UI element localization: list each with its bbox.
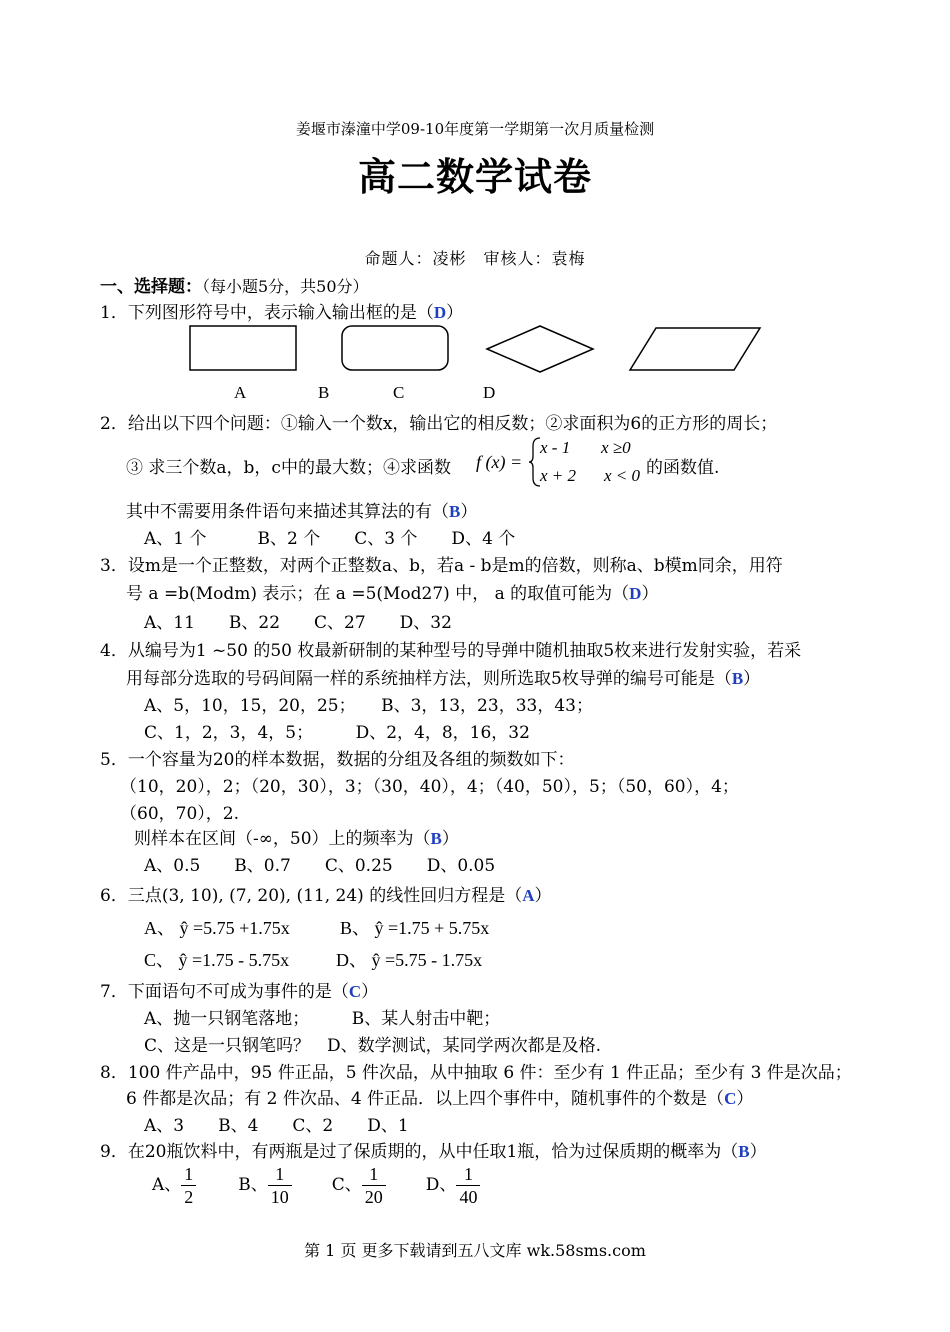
q2-options: A、1 个 B、2 个 C、3 个 D、4 个 <box>144 529 516 549</box>
q6-option-c: C、 ŷ =1.75 - 5.75x <box>144 950 290 970</box>
q2-answer: B <box>449 502 461 521</box>
q9-option-c-label: C、 <box>331 1175 362 1195</box>
q9-close: ） <box>749 1142 767 1162</box>
q1-label-a: A <box>234 383 247 402</box>
q1-stem: 1．下列图形符号中，表示输入输出框的是（ <box>100 303 434 323</box>
q9-option-b-fraction <box>268 1163 292 1208</box>
q7-answer: C <box>348 982 362 1001</box>
q2-case2-cond: x < 0 <box>604 466 641 485</box>
q1-answer: D <box>433 303 447 322</box>
q6-option-b: B、 ŷ =1.75 + 5.75x <box>340 918 490 938</box>
section-note: （每小题5分，共50分） <box>202 277 369 296</box>
q9-option-c-num: 1 <box>362 1163 386 1186</box>
q5-line4-text: 则样本在区间（-∞，50）上的频率为（ <box>134 829 431 849</box>
q1-label-c: C <box>393 383 405 402</box>
q2-stem: 2．给出以下四个问题：①输入一个数x，输出它的相反数；②求面积为6的正方形的周长； <box>100 414 778 434</box>
q9-option-a-num: 1 <box>181 1163 196 1186</box>
q2-close: ） <box>460 502 478 522</box>
q6-stem <box>100 881 552 906</box>
q9-option-a-den: 2 <box>184 1187 194 1207</box>
q9-option-a-fraction <box>181 1163 196 1208</box>
q3-close: ） <box>641 584 659 604</box>
q9-stem-text: 9．在20瓶饮料中，有两瓶是过了保质期的，从中任取1瓶，恰为过保质期的概率为（ <box>100 1142 739 1162</box>
q1-close: ） <box>446 303 464 323</box>
q4-line1: 4．从编号为1 ~50 的50 枚最新研制的某种型号的导弹中随机抽取5枚来进行发射实验，若采 <box>100 641 802 661</box>
q9-option-d-num: 1 <box>456 1163 480 1186</box>
q6-close: ） <box>534 886 552 906</box>
q9-option-c-den: 20 <box>364 1187 383 1207</box>
q9-option-d-fraction <box>456 1163 480 1208</box>
q9-option-d <box>425 1164 481 1207</box>
shape-c-diamond <box>487 326 593 372</box>
q9-option-c-fraction <box>362 1163 386 1208</box>
q4-options-2: C、1，2，3，4，5； D、2，4，8，16，32 <box>144 723 530 743</box>
exam-title: 高二数学试卷 <box>357 155 592 199</box>
q2-line2a: ③ 求三个数a，b，c中的最大数；④求函数 <box>126 458 451 478</box>
q5-line2: （10，20），2；（20，30），3；（30，40），4；（40，50），5；（50，60），4； <box>120 777 739 797</box>
q8-line2 <box>126 1084 753 1109</box>
q9-stem <box>100 1137 767 1162</box>
q6-stem-text: 6．三点(3, 10), (7, 20), (11, 24) 的线性回归方程是（ <box>100 886 523 906</box>
page-footer: 第 1 页 更多下载请到五八文库 wk.58sms.com <box>304 1241 646 1260</box>
q8-options: A、3 B、4 C、2 D、1 <box>144 1116 409 1136</box>
q2-function-name: f (x) = <box>476 452 523 472</box>
q9-option-b-label: B、 <box>238 1175 268 1195</box>
q9-option-a <box>152 1164 196 1207</box>
q3-line1: 3．设m是一个正整数，对两个正整数a、b，若a - b是m的倍数，则称a、b模m同余，用符 <box>100 556 783 576</box>
shape-a-rectangle <box>190 326 296 370</box>
q8-answer: C <box>724 1089 737 1108</box>
q2-case2-expr: x + 2 <box>540 466 577 485</box>
q5-close: ） <box>441 829 459 849</box>
shape-b-rounded-rectangle <box>342 326 448 370</box>
section-heading <box>100 272 369 297</box>
q9-options <box>152 1163 480 1208</box>
q7-options-2: C、这是一只钢笔吗？ D、数学测试，某同学两次都是及格. <box>144 1036 602 1056</box>
q3-line2-text: 号 a =b(Modm) 表示；在 a =5(Mod27) 中， a 的取值可能为（ <box>126 584 630 604</box>
q5-options: A、0.5 B、0.7 C、0.25 D、0.05 <box>144 856 496 876</box>
q4-close: ） <box>743 669 761 689</box>
q5-line4 <box>134 824 459 849</box>
q9-option-b-den: 10 <box>270 1187 289 1207</box>
q2-case1-expr: x - 1 <box>540 438 571 457</box>
q7-stem-text: 7．下面语句不可成为事件的是（ <box>100 982 349 1002</box>
flowchart-shapes <box>180 320 780 380</box>
q4-line2-text: 用每部分选取的号码间隔一样的系统抽样方法，则所选取5枚导弹的编号可能是（ <box>126 669 732 689</box>
q7-options-1: A、抛一只钢笔落地； B、某人射击中靶； <box>144 1009 501 1029</box>
q9-option-c <box>331 1164 386 1207</box>
q9-option-b-num: 1 <box>268 1163 292 1186</box>
q9-option-b <box>238 1164 292 1207</box>
q3-line2 <box>126 579 658 604</box>
q8-line1: 8．100 件产品中，95 件正品，5 件次品，从中抽取 6 件：至少有 1 件正品；至少有 3 件是次品； <box>100 1063 852 1083</box>
q9-option-a-label: A、 <box>152 1175 182 1195</box>
q6-answer: A <box>522 886 535 905</box>
q5-line3: （60，70），2. <box>120 804 239 824</box>
q9-option-d-den: 40 <box>459 1187 478 1207</box>
shape-d-parallelogram <box>630 328 760 370</box>
q6-option-a: A、 ŷ =5.75 +1.75x <box>144 918 290 938</box>
q4-answer: B <box>731 669 744 688</box>
q9-answer: B <box>738 1142 750 1161</box>
q1-label-b: B <box>318 383 330 402</box>
q6-option-d: D、 ŷ =5.75 - 1.75x <box>336 950 483 970</box>
q4-options-1: A、5，10，15，20，25； B、3，13，23，33，43； <box>144 696 593 716</box>
exam-subtitle: 姜堰市溱潼中学09-10年度第一学期第一次月质量检测 <box>295 120 655 138</box>
q3-answer: D <box>629 584 642 603</box>
q9-option-d-label: D、 <box>425 1175 457 1195</box>
q5-answer: B <box>430 829 442 848</box>
q2-line2b: 的函数值. <box>646 458 720 478</box>
q8-line2-text: 6 件都是次品；有 2 件次品、4 件正品．以上四个事件中，随机事件的个数是（ <box>126 1089 725 1109</box>
q2-line3 <box>126 497 477 522</box>
q7-stem <box>100 977 378 1002</box>
q2-case1-cond: x ≥0 <box>601 438 631 457</box>
q4-line2 <box>126 664 760 689</box>
q5-line1: 5．一个容量为20的样本数据，数据的分组及各组的频数如下： <box>100 750 575 770</box>
q3-options: A、11 B、22 C、27 D、32 <box>144 613 452 633</box>
q7-close: ） <box>361 982 379 1002</box>
q2-line3-text: 其中不需要用条件语句来描述其算法的有（ <box>126 502 449 522</box>
q8-close: ） <box>736 1089 754 1109</box>
exam-authors: 命题人：凌彬 审核人：袁梅 <box>364 249 586 268</box>
section-label: 一、选择题： <box>100 277 202 297</box>
q1-label-d: D <box>483 383 496 402</box>
